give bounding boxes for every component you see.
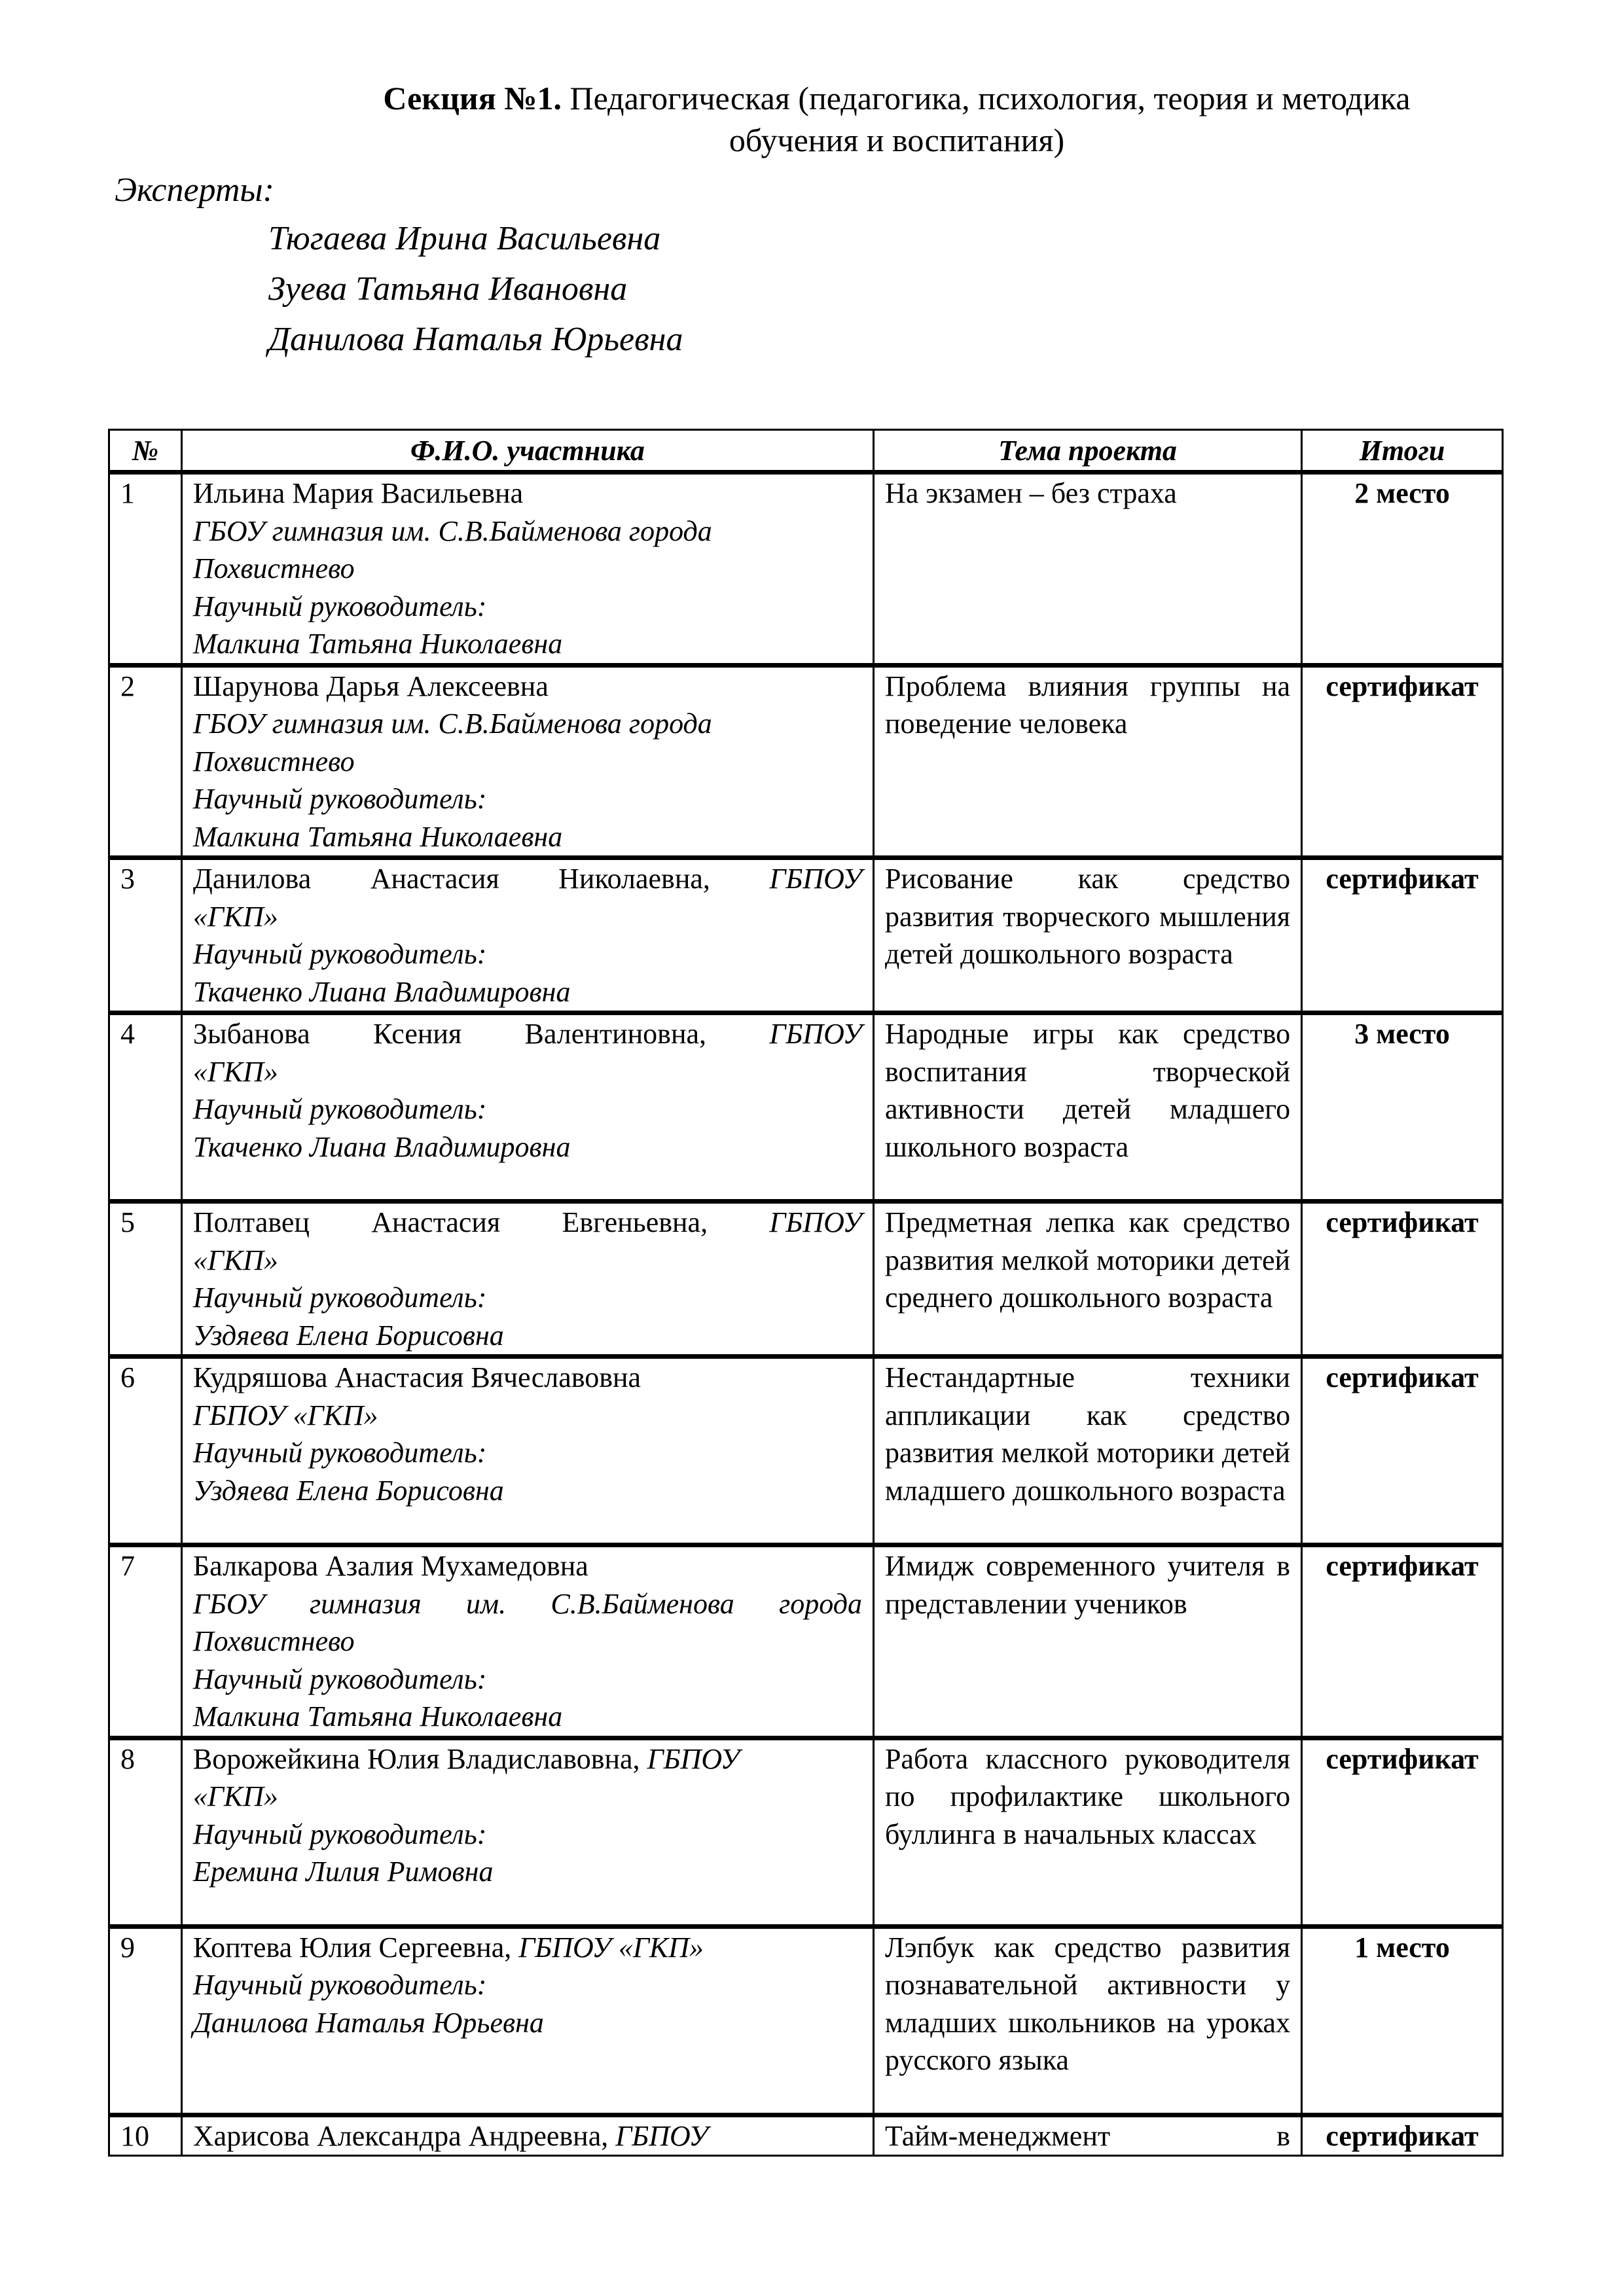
- project-topic: Нестандартные техники аппликации как средство развития мелкой моторики детей младшего дошкольного возраста: [873, 1357, 1301, 1545]
- expert-name: Тюгаева Ирина Васильевна: [268, 220, 661, 257]
- participant-cell: [181, 1357, 873, 1545]
- supervisor-label: Научный руководитель:: [192, 783, 487, 815]
- participant-cell: [181, 2115, 873, 2156]
- supervisor-name: Малкина Татьяна Николаевна: [192, 1700, 563, 1732]
- institution: ГБОУ гимназия им. С.В.Байменова города: [192, 1587, 862, 1620]
- project-topic: Имидж современного учителя в представлении учеников: [873, 1545, 1301, 1738]
- participant-cell: [181, 1738, 873, 1926]
- supervisor-label: Научный руководитель:: [192, 590, 487, 622]
- column-header-result: Итоги: [1302, 430, 1503, 473]
- table-row: [109, 1013, 1503, 1202]
- participant-cell: [181, 473, 873, 666]
- supervisor-name: Уздяева Елена Борисовна: [192, 1474, 504, 1507]
- participant-line: [193, 668, 862, 706]
- section-title: [249, 77, 1545, 161]
- project-topic: На экзамен – без страха: [873, 473, 1301, 666]
- institution: ГБПОУ: [769, 1206, 862, 1238]
- table-row: [109, 2115, 1503, 2156]
- institution-line2: «ГКП»: [192, 1244, 278, 1276]
- row-number: 10: [109, 2115, 182, 2156]
- row-number: 7: [109, 1545, 182, 1738]
- project-topic: Рисование как средство развития творческого мышления детей дошкольного возраста: [873, 858, 1301, 1013]
- institution: ГБПОУ «ГКП»: [518, 1931, 704, 1964]
- row-number: 2: [109, 665, 182, 858]
- supervisor-name: Малкина Татьяна Николаевна: [192, 628, 563, 660]
- result-badge: сертификат: [1302, 1357, 1503, 1545]
- table-row: [109, 665, 1503, 858]
- institution-line2: «ГКП»: [192, 900, 278, 933]
- column-header-participant: Ф.И.О. участника: [181, 430, 873, 473]
- project-topic: Работа классного руководителя по профилактике школьного буллинга в начальных классах: [873, 1738, 1301, 1926]
- participant-cell: [181, 858, 873, 1013]
- results-table: [108, 429, 1504, 2157]
- participant-name: Харисова Александра Андреевна,: [192, 2119, 609, 2152]
- result-badge: сертификат: [1302, 1545, 1503, 1738]
- project-topic: Народные игры как средство воспитания творческой активности детей младшего школьного возраста: [873, 1013, 1301, 1202]
- participant-cell: [181, 1013, 873, 1202]
- result-badge: 2 место: [1302, 473, 1503, 666]
- participant-name: Ворожейкина Юлия Владиславовна,: [192, 1742, 640, 1775]
- participant-line: [193, 1015, 862, 1053]
- row-number: 1: [109, 473, 182, 666]
- institution-line2: Похвистнево: [192, 552, 355, 584]
- project-topic-text: Тайм-менеджмент в: [884, 2119, 1291, 2152]
- participant-line: [193, 1740, 862, 1778]
- row-number: 3: [109, 858, 182, 1013]
- institution: ГБПОУ: [615, 2119, 708, 2152]
- table-row: [109, 1357, 1503, 1545]
- participant-cell: [181, 1926, 873, 2115]
- column-header-number: №: [109, 430, 182, 473]
- supervisor-label: Научный руководитель:: [192, 938, 487, 970]
- row-number: 6: [109, 1357, 182, 1545]
- participant-name: Ильина Мария Васильевна: [192, 477, 524, 509]
- participant-line: [193, 2117, 862, 2155]
- row-number: 8: [109, 1738, 182, 1926]
- participant-line: [193, 1359, 862, 1397]
- participant-line: [193, 1547, 862, 1585]
- supervisor-label: Научный руководитель:: [192, 1818, 487, 1850]
- row-number: 5: [109, 1202, 182, 1357]
- project-topic: Лэпбук как средство развития познавательной активности у младших школьников на уроках русского языка: [873, 1926, 1301, 2115]
- institution-line2: «ГКП»: [192, 1055, 278, 1088]
- table-row: [109, 1926, 1503, 2115]
- participant-name: Полтавец Анастасия Евгеньевна,: [192, 1206, 708, 1238]
- supervisor-name: Ткаченко Лиана Владимировна: [192, 1130, 571, 1163]
- column-header-topic: Тема проекта: [873, 430, 1301, 473]
- participant-name: Кудряшова Анастасия Вячеславовна: [192, 1361, 641, 1393]
- supervisor-label: Научный руководитель:: [192, 1662, 487, 1695]
- participant-name: Коптева Юлия Сергеевна,: [192, 1931, 512, 1964]
- project-topic: [873, 2115, 1301, 2156]
- result-badge: 3 место: [1302, 1013, 1503, 1202]
- institution: ГБОУ гимназия им. С.В.Байменова города: [192, 708, 712, 740]
- institution: ГБПОУ «ГКП»: [192, 1399, 378, 1431]
- result-badge: сертификат: [1302, 2115, 1503, 2156]
- institution-line2: «ГКП»: [192, 1780, 278, 1812]
- supervisor-label: Научный руководитель:: [192, 1282, 487, 1314]
- participant-line: [193, 475, 862, 512]
- section-label: Секция №1.: [383, 80, 562, 117]
- supervisor-label: Научный руководитель:: [192, 1437, 487, 1469]
- participant-line: [193, 1204, 862, 1242]
- institution-line2: Похвистнево: [192, 745, 355, 778]
- project-topic: Проблема влияния группы на поведение человека: [873, 665, 1301, 858]
- participant-name: Данилова Анастасия Николаевна,: [192, 863, 710, 895]
- row-number: 4: [109, 1013, 182, 1202]
- expert-name: Зуева Татьяна Ивановна: [268, 270, 628, 308]
- section-title-line1: Педагогическая (педагогика, психология, теория и методика: [569, 80, 1411, 117]
- supervisor-name: Малкина Татьяна Николаевна: [192, 820, 563, 853]
- participant-cell: [181, 665, 873, 858]
- table-row: [109, 858, 1503, 1013]
- supervisor-name: Ткаченко Лиана Владимировна: [192, 975, 571, 1008]
- row-number: 9: [109, 1926, 182, 2115]
- participant-name: Балкарова Азалия Мухамедовна: [192, 1550, 588, 1582]
- participant-name: Зыбанова Ксения Валентиновна,: [192, 1018, 707, 1050]
- table-row: [109, 473, 1503, 666]
- result-badge: сертификат: [1302, 665, 1503, 858]
- table-header-row: [109, 430, 1503, 473]
- supervisor-name: Данилова Наталья Юрьевна: [192, 2006, 544, 2039]
- participant-cell: [181, 1545, 873, 1738]
- participant-line: [193, 1929, 862, 1967]
- result-badge: сертификат: [1302, 1202, 1503, 1357]
- table-row: [109, 1738, 1503, 1926]
- participant-line: [193, 860, 862, 898]
- project-topic: Предметная лепка как средство развития мелкой моторики детей среднего дошкольного возраста: [873, 1202, 1301, 1357]
- result-badge: сертификат: [1302, 1738, 1503, 1926]
- supervisor-label: Научный руководитель:: [192, 1093, 487, 1125]
- result-badge: сертификат: [1302, 858, 1503, 1013]
- result-badge: 1 место: [1302, 1926, 1503, 2115]
- participant-cell: [181, 1202, 873, 1357]
- institution: ГБОУ гимназия им. С.В.Байменова города: [192, 514, 712, 547]
- supervisor-name: Еремина Лилия Римовна: [192, 1856, 494, 1888]
- experts-list: [268, 213, 683, 365]
- institution: ГБПОУ: [647, 1742, 740, 1775]
- participant-name: Шарунова Дарья Алексеевна: [192, 670, 549, 702]
- institution: ГБПОУ: [769, 1018, 862, 1050]
- institution-line2: Похвистнево: [192, 1625, 355, 1657]
- institution: ГБПОУ: [769, 863, 862, 895]
- experts-label: Эксперты:: [115, 171, 274, 209]
- supervisor-label: Научный руководитель:: [192, 1969, 487, 2001]
- table-row: [109, 1545, 1503, 1738]
- table-row: [109, 1202, 1503, 1357]
- expert-name: Данилова Наталья Юрьевна: [268, 321, 683, 358]
- section-title-line2: обучения и воспитания): [729, 122, 1065, 158]
- supervisor-name: Уздяева Елена Борисовна: [192, 1319, 504, 1352]
